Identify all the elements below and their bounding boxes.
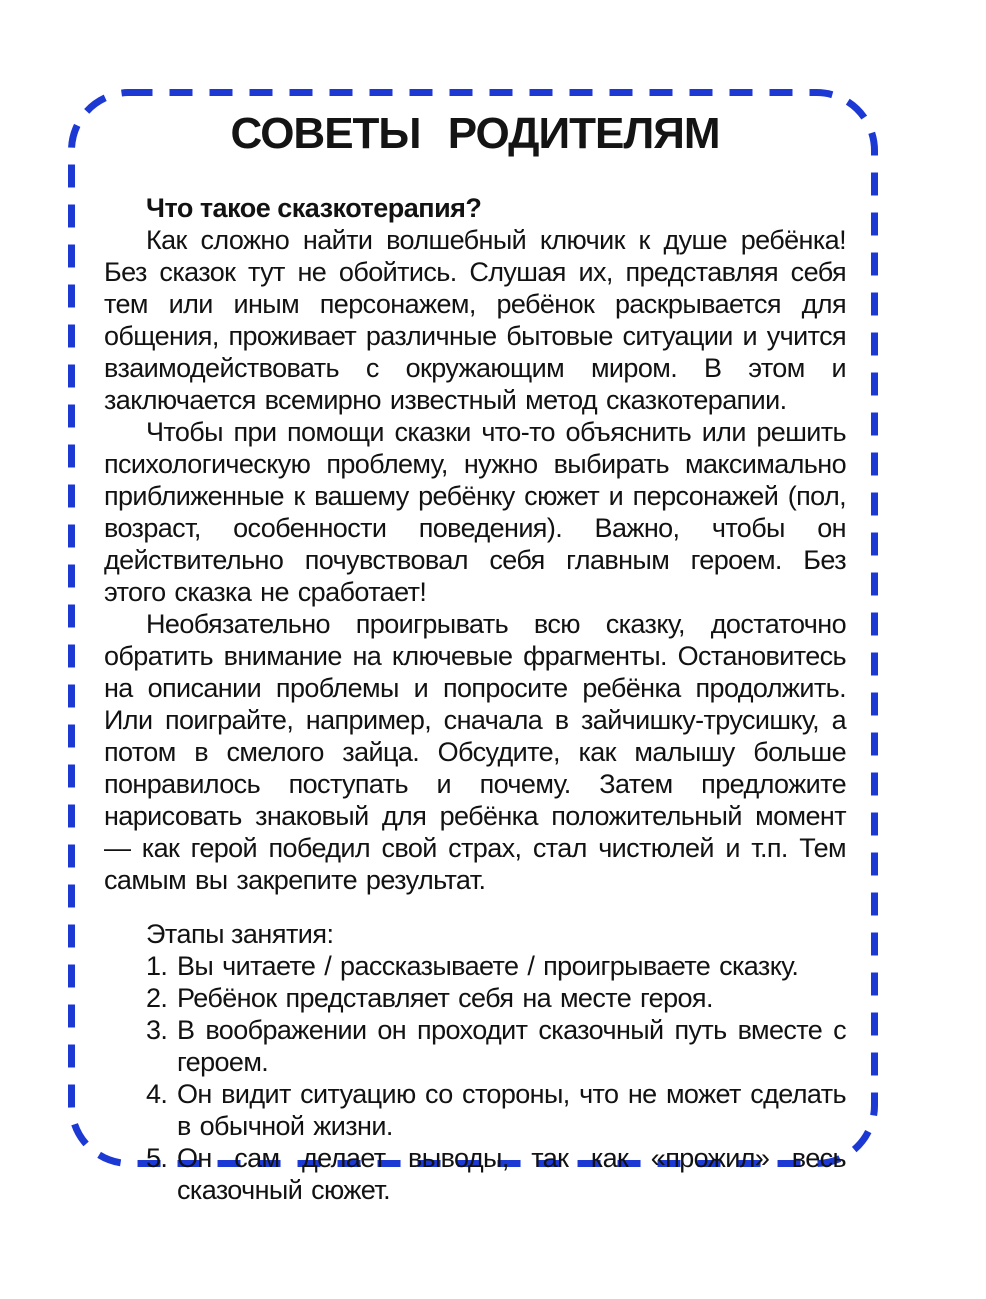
list-item-text: Он видит ситуацию со стороны, что не может сделать в обычной жизни. bbox=[177, 1079, 846, 1141]
paragraph-2: Чтобы при помощи сказки что-то объяснить или решить психологическую проблему, нужно выбирать максимально приближенные к вашему ребёнку сюжет и персонажей (пол, возраст, особенности поведения). Важно, чтобы он действительно почувствовал себя главным героем. Без этого сказка не сработает! bbox=[104, 417, 846, 607]
list-item-text: Он сам делает выводы, так как «прожил» весь сказочный сюжет. bbox=[177, 1143, 846, 1205]
paragraph-1: Как сложно найти волшебный ключик к душе ребёнка! Без сказок тут не обойтись. Слушая их, представляя себя тем или иным персонажем, ребёнок раскрывается для общения, проживает различные бытовые ситуации и учится взаимодействовать с окружающим миром. В этом и заключается всемирно известный метод сказкотерапии. bbox=[104, 225, 846, 415]
paragraph-3: Необязательно проигрывать всю сказку, достаточно обратить внимание на ключевые фрагменты. Остановитесь на описании проблемы и попросите ребёнка продолжить. Или поиграйте, например, сначала в зайчишку-трусишку, а потом в смелого зайца. Обсудите, как малышу больше понравилось поступать и почему. Затем предложите нарисовать знаковый для ребёнка положительный момент — как герой победил свой страх, стал чистюлей и т.п. Тем самым вы закрепите результат. bbox=[104, 609, 846, 895]
list-item-number: 5. bbox=[146, 1143, 168, 1173]
stages-list bbox=[104, 950, 846, 1206]
list-item bbox=[104, 982, 846, 1014]
list-item bbox=[104, 1014, 846, 1078]
list-item-number: 2. bbox=[146, 983, 168, 1013]
list-item-text: Вы читаете / рассказываете / проигрываете сказку. bbox=[177, 951, 799, 981]
list-item-text: Ребёнок представляет себя на месте героя. bbox=[177, 983, 713, 1013]
list-item-number: 1. bbox=[146, 951, 168, 981]
stages-heading: Этапы занятия: bbox=[146, 919, 334, 949]
list-item-text: В воображении он проходит сказочный путь вместе с героем. bbox=[177, 1015, 846, 1077]
list-item bbox=[104, 950, 846, 982]
page-content bbox=[104, 102, 846, 1206]
section-subtitle: Что такое сказкотерапия? bbox=[146, 193, 482, 223]
list-item-number: 4. bbox=[146, 1079, 168, 1109]
list-item-number: 3. bbox=[146, 1015, 168, 1045]
list-item bbox=[104, 1078, 846, 1142]
page-title: СОВЕТЫ РОДИТЕЛЯМ bbox=[230, 109, 720, 158]
list-item bbox=[104, 1142, 846, 1206]
